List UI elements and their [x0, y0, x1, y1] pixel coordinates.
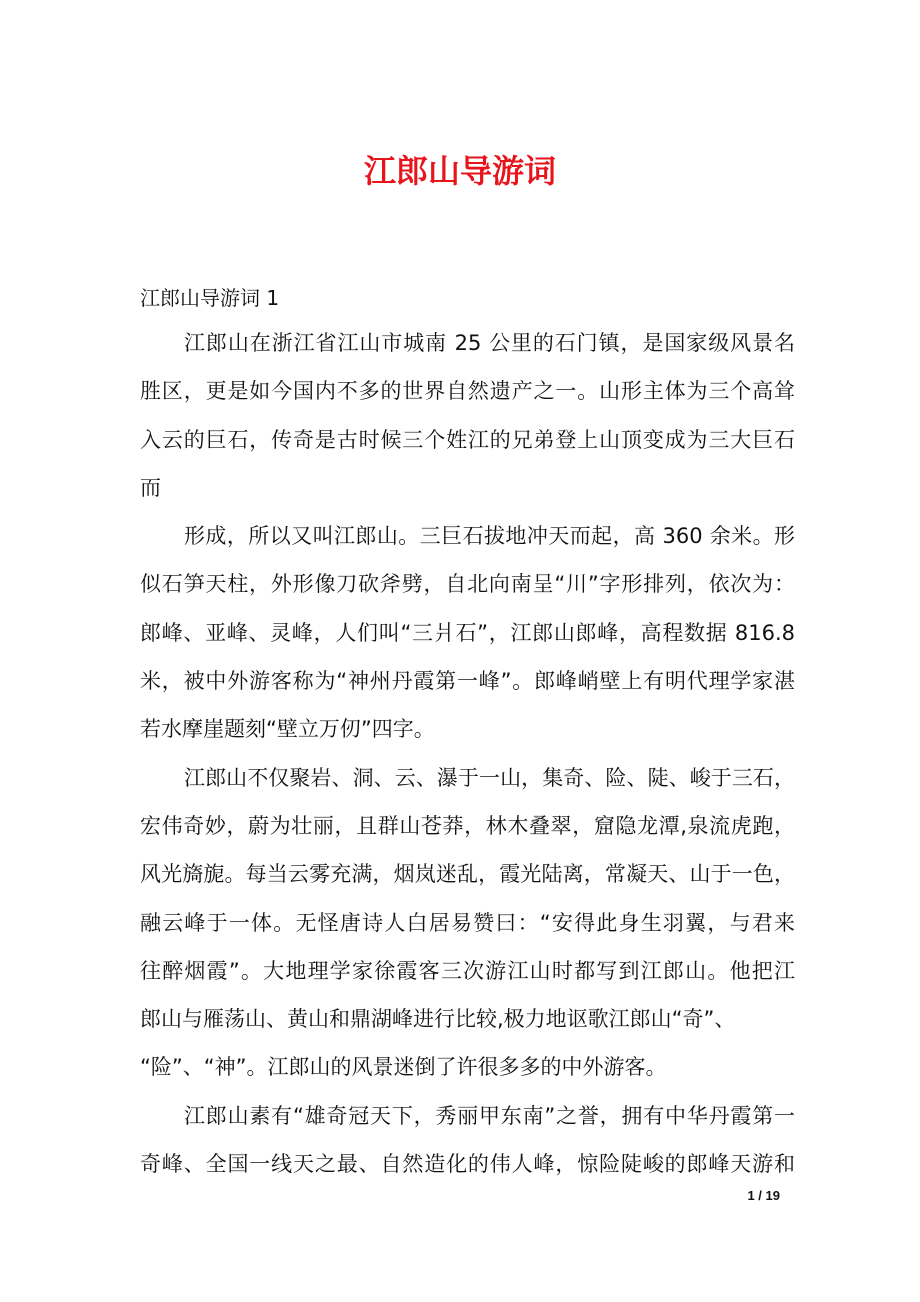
document-title: 江郎山导游词	[363, 152, 556, 190]
text-line: 郎山与雁荡山、黄山和鼎湖峰进行比较,极力地讴歌江郎山“奇”、	[140, 1007, 736, 1032]
text-line: 入云的巨石，传奇是古时候三个姓江的兄弟登上山顶变成为三大巨石	[140, 427, 795, 452]
text-line: 奇峰、全国一线天之最、自然造化的伟人峰，惊险陡峻的郎峰天游和	[140, 1152, 795, 1177]
text-line: 米，被中外游客称为“神州丹霞第一峰”。郎峰峭壁上有明代理学家湛	[140, 669, 795, 694]
page-number: 1 / 19	[747, 1188, 780, 1203]
text-line: 似石笋天柱，外形像刀砍斧劈，自北向南呈“川”字形排列，依次为：	[140, 572, 795, 597]
text-line: 宏伟奇妙，蔚为壮丽，且群山苍莽，林木叠翠，窟隐龙潭,泉流虎跑，	[140, 813, 795, 838]
text-line: 江郎山不仅聚岩、洞、云、瀑于一山，集奇、险、陡、峻于三石，	[184, 765, 795, 790]
text-line: 江郎山素有“雄奇冠天下，秀丽甲东南”之誉，拥有中华丹霞第一	[184, 1103, 795, 1128]
text-line: 若水摩崖题刻“壁立万仞”四字。	[140, 717, 435, 742]
section-heading: 江郎山导游词 1	[140, 286, 280, 310]
text-line: “险”、“神”。江郎山的风景迷倒了许很多多的中外游客。	[140, 1055, 667, 1080]
text-line: 风光旖旎。每当云雾充满，烟岚迷乱，霞光陆离，常凝天、山于一色，	[140, 862, 795, 887]
text-line: 郎峰、亚峰、灵峰，人们叫“三爿石”，江郎山郎峰，高程数据 816.8	[140, 620, 795, 645]
document-body	[140, 319, 795, 1188]
text-line: 而	[140, 475, 161, 500]
text-line: 形成，所以又叫江郎山。三巨石拔地冲天而起，高 360 余米。形	[184, 524, 795, 549]
text-line: 胜区，更是如今国内不多的世界自然遗产之一。山形主体为三个高耸	[140, 379, 795, 404]
text-line: 往醉烟霞”。大地理学家徐霞客三次游江山时都写到江郎山。他把江	[140, 958, 795, 983]
text-line: 融云峰于一体。无怪唐诗人白居易赞曰：“安得此身生羽翼，与君来	[140, 910, 795, 935]
text-line: 江郎山在浙江省江山市城南 25 公里的石门镇，是国家级风景名	[184, 331, 795, 355]
